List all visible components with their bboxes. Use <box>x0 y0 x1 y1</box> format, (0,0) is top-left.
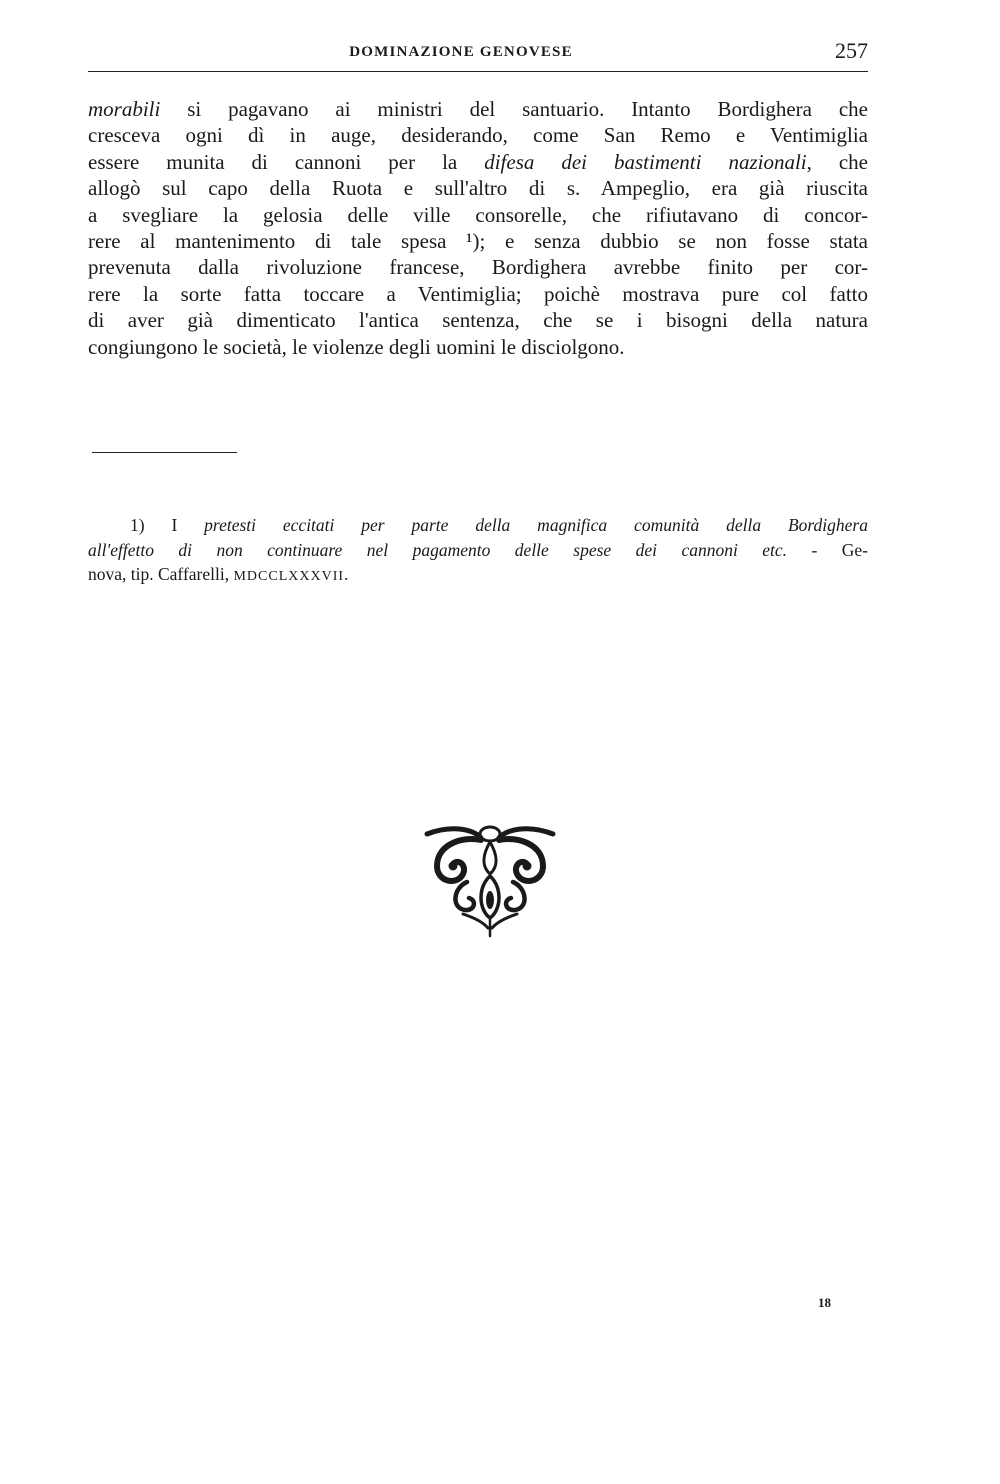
text-line <box>88 96 868 122</box>
text-run: rere al mantenimento di tale spesa ¹); e senza dubbio se non fosse stata <box>88 228 868 253</box>
body-paragraph <box>88 96 868 360</box>
footnote <box>88 513 868 587</box>
text-line <box>88 228 868 254</box>
text-run: di aver già dimenticato l'antica sentenza, che se i bisogni della natura <box>88 308 868 333</box>
text-line <box>88 307 868 333</box>
text-line <box>88 175 868 201</box>
italic-text: morabili <box>88 97 161 121</box>
text-run: congiungono le società, le violenze degli uomini le disciolgono. <box>88 334 625 359</box>
header-rule <box>88 71 868 72</box>
running-title: DOMINAZIONE GENOVESE <box>349 44 573 60</box>
text-run: a svegliare la gelosia delle ville consorelle, che rifiutavano di concor- <box>88 202 868 227</box>
text-line <box>88 254 868 280</box>
text-run: essere munita di cannoni per la <box>88 149 485 174</box>
footnote-line <box>88 562 868 587</box>
text-line <box>88 281 868 307</box>
text-run: cresceva ogni dì in auge, desiderando, come San Remo e Ventimiglia <box>88 123 868 148</box>
small-caps-text: MDCCLXXXVII <box>233 569 345 584</box>
running-head <box>88 38 868 68</box>
text-line <box>88 202 868 228</box>
text-run: allogò sul capo della Ruota e sull'altro di s. Ampeglio, era già riuscita <box>88 176 868 201</box>
italic-text: pretesti eccitati per parte della magnifica comunità della Bordighera <box>204 515 868 535</box>
text-line <box>88 122 868 148</box>
text-run: prevenuta dalla rivoluzione francese, Bordighera avrebbe finito per cor- <box>88 255 868 280</box>
fleuron-ornament-icon <box>423 822 557 938</box>
footnote-line <box>88 513 868 538</box>
text-run: nova, tip. Caffarelli, <box>88 564 234 584</box>
text-run: 1) I <box>130 515 205 535</box>
text-run: rere la sorte fatta toccare a Ventimiglia; poichè mostrava pure col fatto <box>88 281 868 306</box>
text-line <box>88 149 868 175</box>
page-number: 257 <box>835 38 868 63</box>
footnote-separator <box>92 452 237 453</box>
signature-mark: 18 <box>818 1295 831 1310</box>
text-run: . <box>344 564 349 584</box>
italic-text: all'effetto di non continuare nel pagamento delle spese dei cannoni etc. <box>88 539 788 560</box>
text-run: si pagavano ai ministri del santuario. Intanto Bordighera che <box>160 97 868 121</box>
text-run: , che <box>806 149 868 174</box>
text-run: - Ge- <box>787 539 869 560</box>
text-line <box>88 334 868 360</box>
footnote-line <box>88 538 868 563</box>
italic-text: difesa dei bastimenti nazionali <box>484 149 807 174</box>
